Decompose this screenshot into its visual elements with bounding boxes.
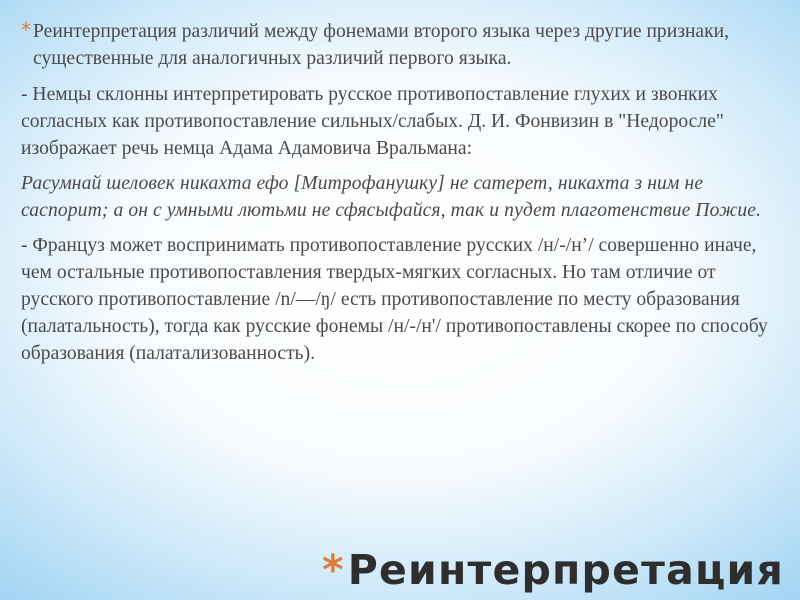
slide-title-text: Реинтерпретация [347,546,784,594]
slide-title [322,546,784,594]
asterisk-title-icon: * [322,546,345,594]
vralman-quote: Расумнай шеловек никахта ефо [Митрофанушку] не сатерет, никахта з ним не саспорит; а он с умными лютьми не сфясыфайся, так и пудет плаготенствие Пожие. [21,173,762,221]
french-paragraph: - Француз может воспринимать противопоставление русских /н/-/н’/ совершенно иначе, чем остальные противопоставления твердых-мягких согласных. Но там отличие от русского противопоставление /n/—/ŋ/ есть противопоставление по месту образования (палатальность), тогда как русские фонемы /н/-/н'/ противопоставлены скорее по способу образования (палатализованность). [21,235,768,364]
german-paragraph: - Немцы склонны интерпретировать русское противопоставление глухих и звонких согласных как противопоставление сильных/слабых. Д. И. Фонвизин в "Недоросле" изображает речь немца Адама Адамовича Вральмана: [21,84,724,159]
definition-paragraph [21,18,785,72]
definition-text: Реинтерпретация различий между фонемами второго языка через другие признаки, существенные для аналогичных различий первого языка. [33,21,730,69]
asterisk-bullet-icon: * [21,18,31,42]
slide-body [21,18,785,375]
